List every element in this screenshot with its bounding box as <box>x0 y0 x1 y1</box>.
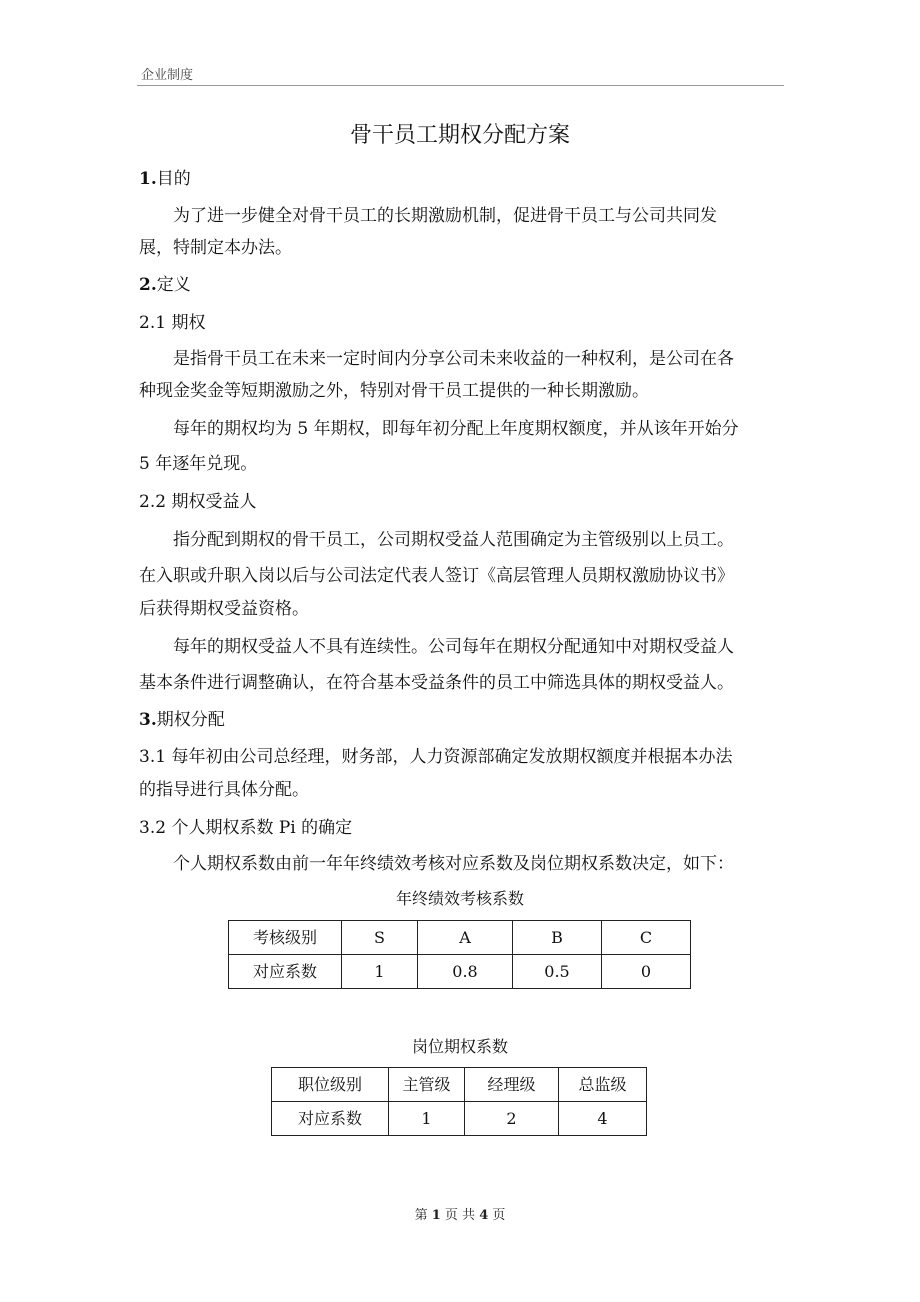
paragraph-line: 在入职或升职入岗以后与公司法定代表人签订《高层管理人员期权激励协议书》 <box>139 566 734 586</box>
table-header-cell: 总监级 <box>559 1068 647 1102</box>
section-heading-definition: 2.定义 <box>139 275 191 295</box>
table-header-cell: 主管级 <box>389 1068 465 1102</box>
table-header-cell: 考核级别 <box>229 921 342 955</box>
table-header-cell: 经理级 <box>465 1068 559 1102</box>
table-header-cell: A <box>418 921 513 955</box>
paragraph-line: 基本条件进行调整确认，在符合基本受益条件的员工中筛选具体的期权受益人。 <box>139 673 734 693</box>
position-coefficient-table <box>271 1067 647 1136</box>
table-cell: 0.5 <box>513 955 602 989</box>
subsection-heading-option: 2.1 期权 <box>139 313 206 333</box>
table-cell: 对应系数 <box>272 1102 389 1136</box>
table-cell: 对应系数 <box>229 955 342 989</box>
table-cell: 1 <box>342 955 418 989</box>
table-row <box>272 1102 647 1136</box>
paragraph-line: 后获得期权受益资格。 <box>139 599 309 619</box>
table-cell: 0 <box>602 955 691 989</box>
total-page-count: 4 <box>479 1208 489 1223</box>
performance-coefficient-table <box>228 920 691 989</box>
paragraph-line: 3.1 每年初由公司总经理，财务部，人力资源部确定发放期权额度并根据本办法 <box>139 747 733 767</box>
section-heading-purpose: 1.目的 <box>139 169 191 189</box>
table-cell: 1 <box>389 1102 465 1136</box>
table-row <box>272 1068 647 1102</box>
paragraph-line: 每年的期权均为 5 年期权，即每年初分配上年度期权额度，并从该年开始分 <box>173 419 739 439</box>
paragraph-line: 的指导进行具体分配。 <box>139 780 309 800</box>
paragraph-line: 5 年逐年兑现。 <box>139 454 258 474</box>
table-header-cell: B <box>513 921 602 955</box>
page-header-text: 企业制度 <box>141 68 194 83</box>
paragraph-line: 个人期权系数由前一年年终绩效考核对应系数及岗位期权系数决定，如下： <box>173 854 734 874</box>
page-footer: 第 1 页 共 4 页 <box>414 1208 506 1223</box>
paragraph-line: 种现金奖金等短期激励之外，特别对骨干员工提供的一种长期激励。 <box>139 381 649 401</box>
section-heading-allocation: 3.期权分配 <box>139 710 225 730</box>
subsection-heading-beneficiary: 2.2 期权受益人 <box>139 492 257 512</box>
table-cell: 4 <box>559 1102 647 1136</box>
table-caption-position: 岗位期权系数 <box>411 1037 508 1056</box>
table-row <box>229 921 691 955</box>
table-header-cell: C <box>602 921 691 955</box>
table-row <box>229 955 691 989</box>
table-header-cell: S <box>342 921 418 955</box>
paragraph-line: 指分配到期权的骨干员工，公司期权受益人范围确定为主管级别以上员工。 <box>173 530 734 550</box>
table-header-cell: 职位级别 <box>272 1068 389 1102</box>
paragraph-line: 展，特制定本办法。 <box>139 238 292 258</box>
table-caption-performance: 年终绩效考核系数 <box>395 889 524 908</box>
paragraph-line: 每年的期权受益人不具有连续性。公司每年在期权分配通知中对期权受益人 <box>173 637 734 657</box>
subsection-heading-coefficient: 3.2 个人期权系数 Pi 的确定 <box>139 818 353 838</box>
table-cell: 0.8 <box>418 955 513 989</box>
table-cell: 2 <box>465 1102 559 1136</box>
current-page-number: 1 <box>431 1208 441 1223</box>
paragraph-line: 是指骨干员工在未来一定时间内分享公司未来收益的一种权利，是公司在各 <box>173 349 734 369</box>
document-title: 骨干员工期权分配方案 <box>349 123 570 148</box>
header-divider <box>137 85 784 86</box>
paragraph-line: 为了进一步健全对骨干员工的长期激励机制，促进骨干员工与公司共同发 <box>173 206 717 226</box>
